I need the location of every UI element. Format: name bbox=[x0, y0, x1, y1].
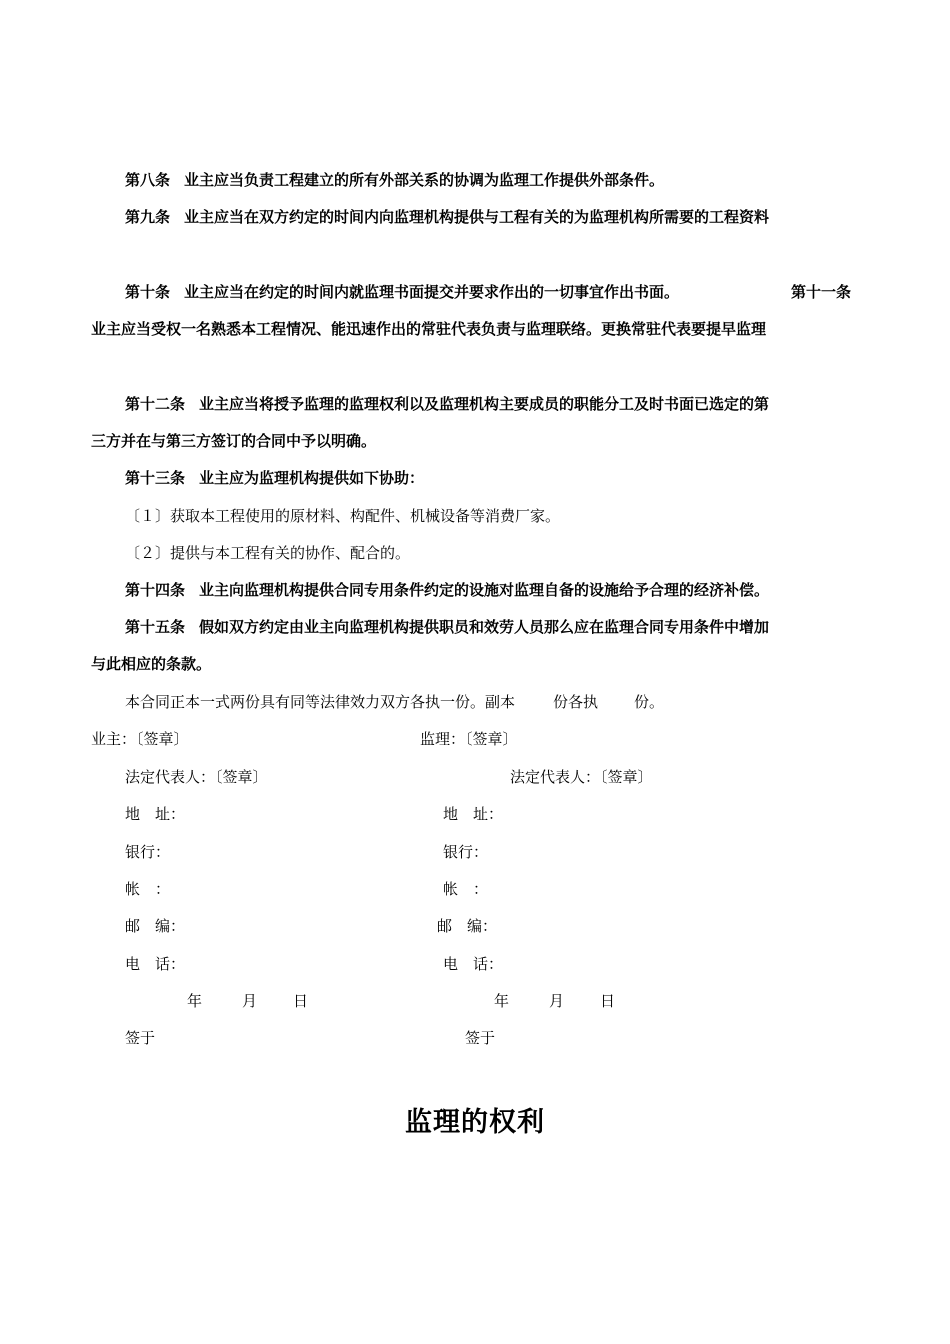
article-13-item-2: 〔２〕提供与本工程有关的协作、配合的。 bbox=[125, 544, 411, 562]
owner-account: 帐 ： bbox=[125, 880, 171, 898]
article-11-text: 业主应当受权一名熟悉本工程情况、能迅速作出的常驻代表负责与监理联络。更换常驻代表要提早监理 bbox=[91, 320, 767, 338]
owner-month: 月 bbox=[242, 992, 258, 1010]
owner-phone: 电 话： bbox=[125, 955, 186, 973]
article-15-text-2: 与此相应的条款。 bbox=[91, 655, 212, 673]
article-15-label: 第十五条 bbox=[125, 618, 186, 636]
article-13-item-1: 〔１〕获取本工程使用的原材料、构配件、机械设备等消费厂家。 bbox=[125, 507, 561, 525]
supervisor-signed-at: 签于 bbox=[465, 1029, 496, 1047]
owner-rep: 法定代表人：〔签章〕 bbox=[125, 768, 268, 786]
article-14-text: 业主向监理机构提供合同专用条件约定的设施对监理自备的设施给予合理的经济补偿。 bbox=[199, 581, 770, 599]
article-12 bbox=[125, 394, 769, 414]
copies-clause bbox=[125, 692, 664, 712]
article-14 bbox=[125, 580, 769, 600]
owner-day: 日 bbox=[293, 992, 309, 1010]
article-9-text: 业主应当在双方约定的时间内向监理机构提供与工程有关的为监理机构所需要的工程资料 bbox=[184, 208, 770, 226]
copies-text-2: 份各执 bbox=[553, 693, 599, 711]
supervisor-address: 地 址： bbox=[443, 805, 504, 823]
article-12-label: 第十二条 bbox=[125, 395, 186, 413]
supervisor-date bbox=[494, 991, 615, 1011]
supervisor-signature: 监理：〔签章〕 bbox=[420, 730, 518, 748]
article-12-text-2: 三方并在与第三方签订的合同中予以明确。 bbox=[91, 432, 377, 450]
section-title: 监理的权利 bbox=[405, 1107, 545, 1138]
supervisor-bank: 银行： bbox=[443, 843, 489, 861]
supervisor-postcode: 邮 编： bbox=[437, 917, 498, 935]
supervisor-phone: 电 话： bbox=[443, 955, 504, 973]
copies-text-1: 本合同正本一式两份具有同等法律效力双方各执一份。副本 bbox=[125, 693, 516, 711]
article-10 bbox=[125, 282, 679, 302]
article-10-text: 业主应当在约定的时间内就监理书面提交并要求作出的一切事宜作出书面。 bbox=[184, 283, 680, 301]
article-8 bbox=[125, 170, 664, 190]
article-15-text-1: 假如双方约定由业主向监理机构提供职员和效劳人员那么应在监理合同专用条件中增加 bbox=[199, 618, 770, 636]
owner-signed-at: 签于 bbox=[125, 1029, 156, 1047]
article-13-label: 第十三条 bbox=[125, 469, 186, 487]
owner-signature: 业主：〔签章〕 bbox=[91, 730, 189, 748]
article-8-text: 业主应当负责工程建立的所有外部关系的协调为监理工作提供外部条件。 bbox=[184, 171, 665, 189]
article-9 bbox=[125, 207, 769, 227]
owner-bank: 银行： bbox=[125, 843, 171, 861]
article-14-label: 第十四条 bbox=[125, 581, 186, 599]
article-15 bbox=[125, 617, 769, 637]
article-9-label: 第九条 bbox=[125, 208, 171, 226]
owner-postcode: 邮 编： bbox=[125, 917, 186, 935]
supervisor-month: 月 bbox=[549, 992, 565, 1010]
copies-text-3: 份。 bbox=[634, 693, 665, 711]
article-13 bbox=[125, 468, 424, 488]
supervisor-day: 日 bbox=[600, 992, 616, 1010]
owner-address: 地 址： bbox=[125, 805, 186, 823]
supervisor-account: 帐 ： bbox=[443, 880, 489, 898]
supervisor-year: 年 bbox=[494, 992, 510, 1010]
owner-date bbox=[187, 991, 308, 1011]
article-11-label: 第十一条 bbox=[791, 283, 852, 301]
article-8-label: 第八条 bbox=[125, 171, 171, 189]
article-13-text: 业主应为监理机构提供如下协助： bbox=[199, 469, 425, 487]
supervisor-rep: 法定代表人：〔签章〕 bbox=[510, 768, 653, 786]
article-12-text-1: 业主应当将授予监理的监理权利以及监理机构主要成员的职能分工及时书面已选定的第 bbox=[199, 395, 770, 413]
owner-year: 年 bbox=[187, 992, 203, 1010]
article-10-label: 第十条 bbox=[125, 283, 171, 301]
